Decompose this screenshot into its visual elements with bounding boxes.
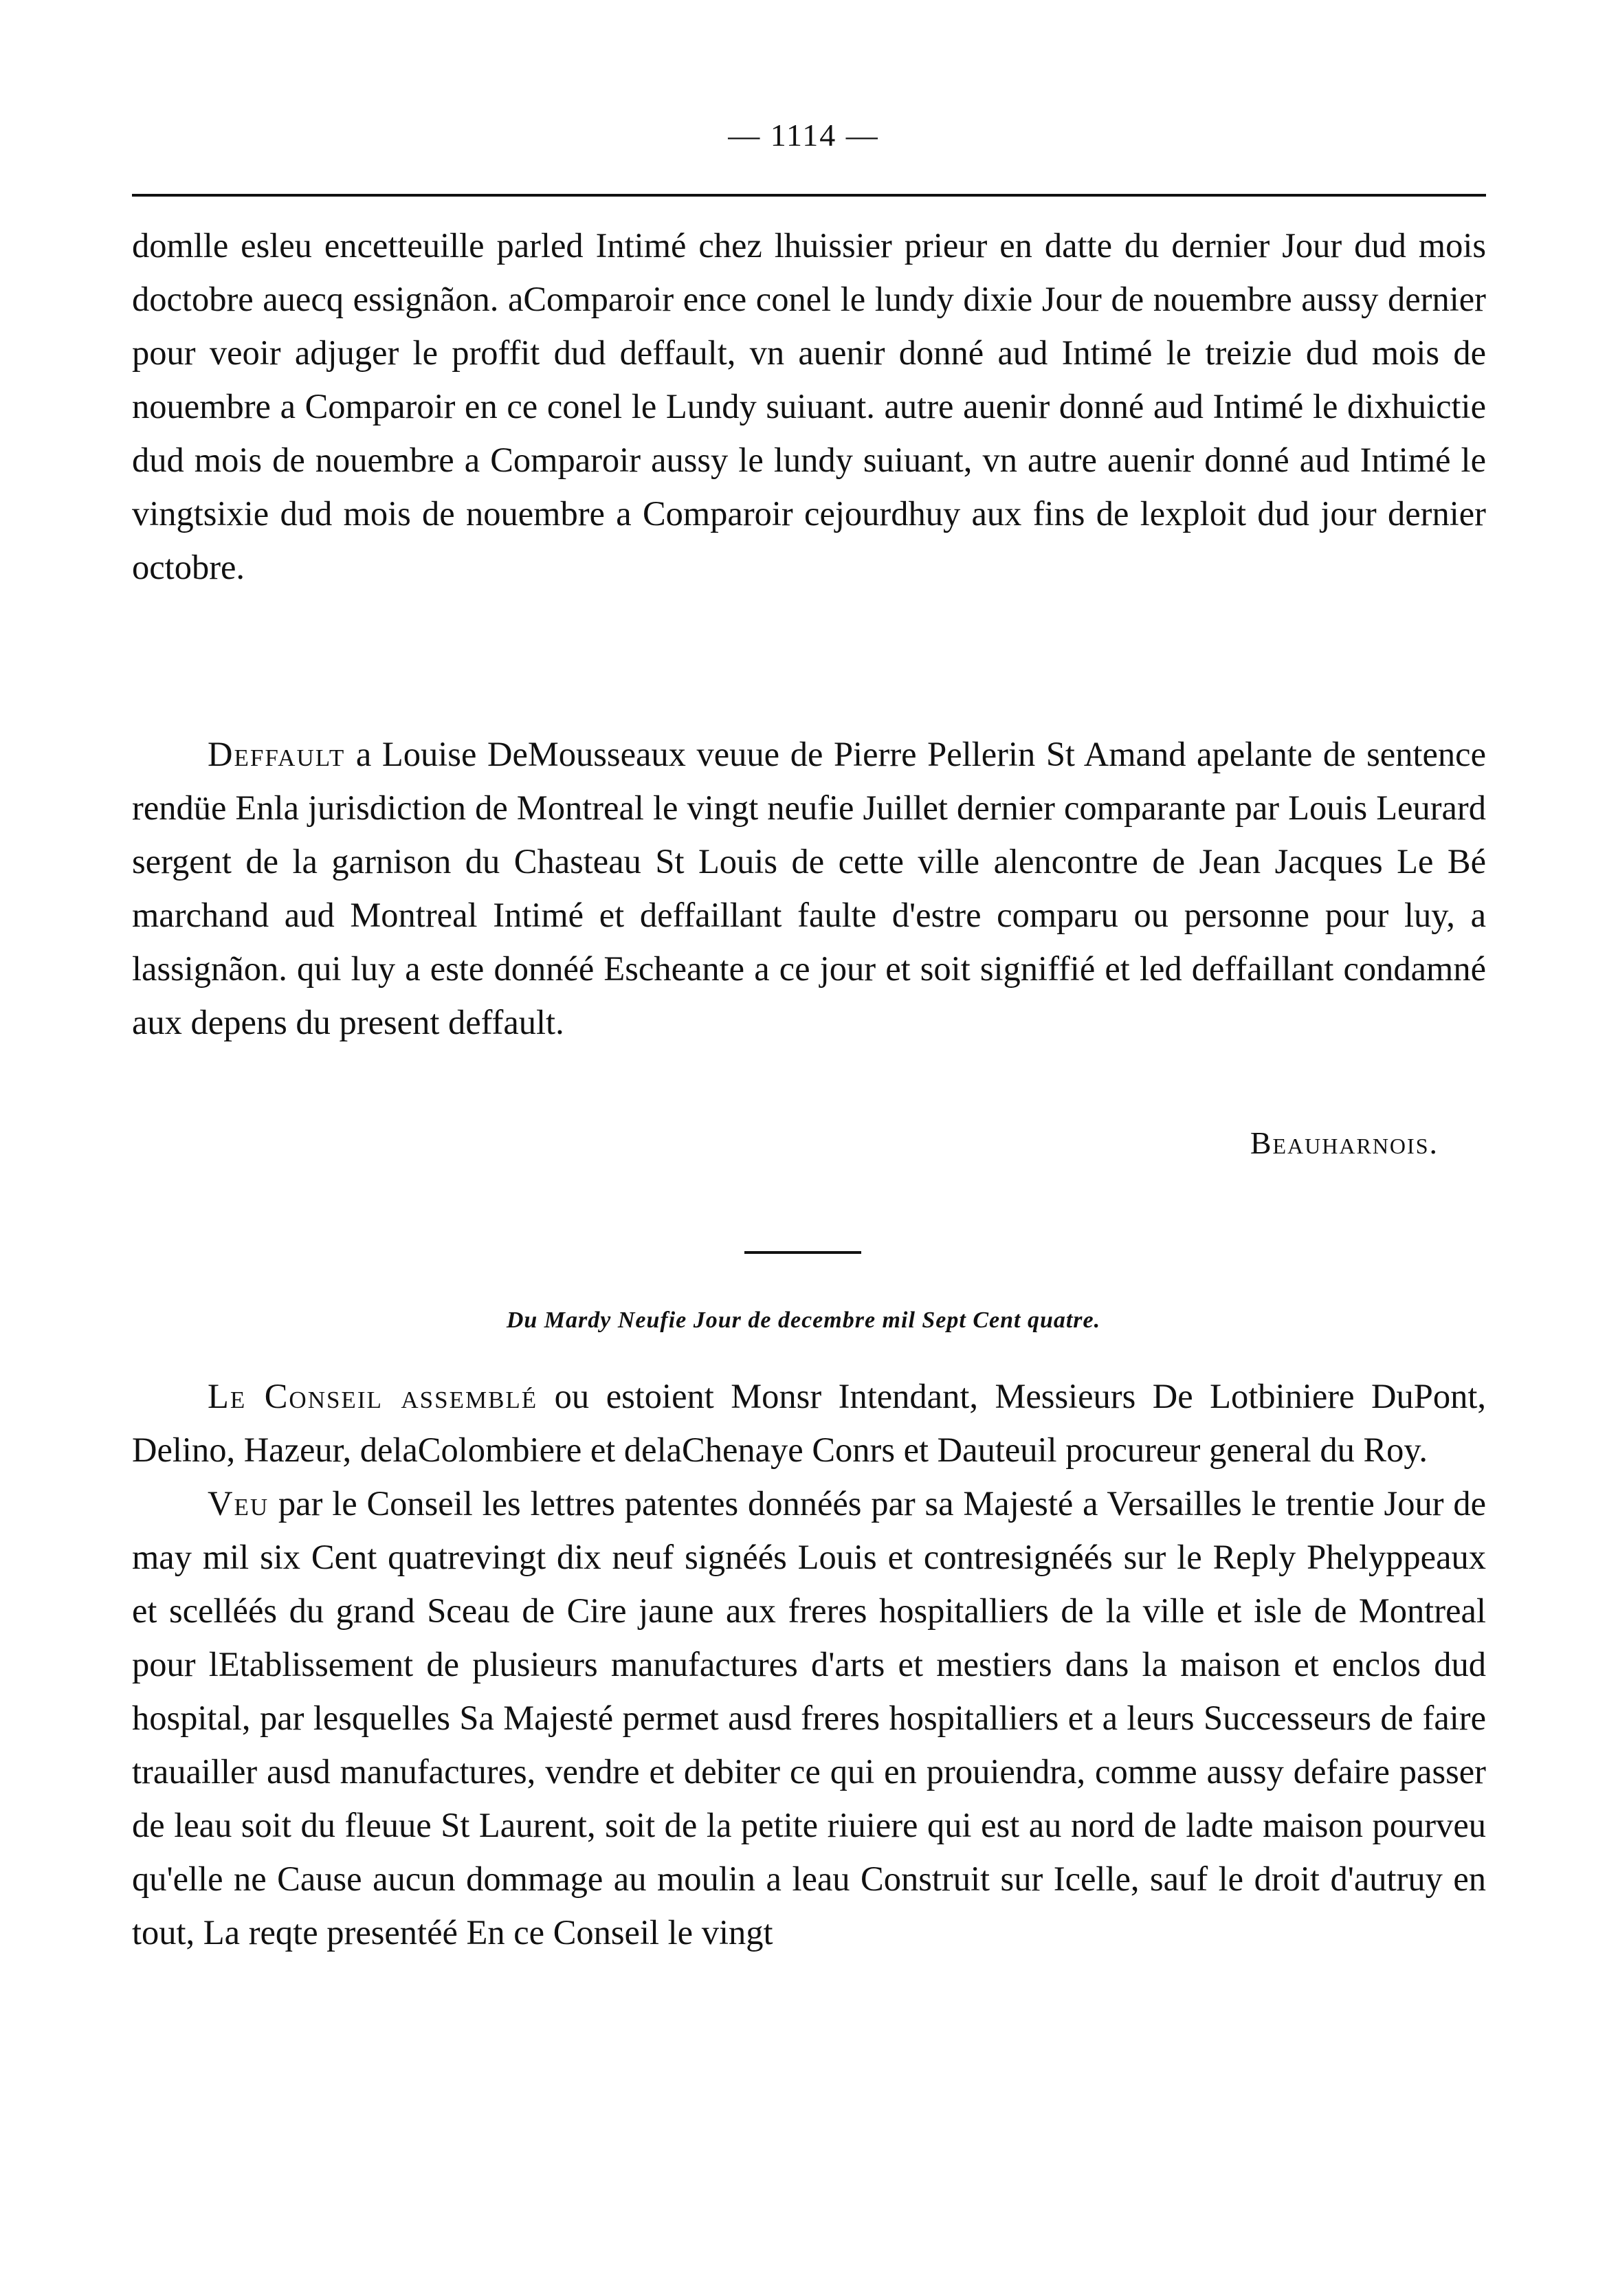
date-heading: Du Mardy Neufie Jour de decembre mil Sept Cent quatre.	[506, 1307, 1101, 1333]
paragraph-defaut	[132, 727, 1486, 1049]
paragraph-4-body: par le Conseil les lettres patentes donnéés par sa Majesté a Versailles le trentie Jour de may mil six Cent quatrevingt dix neuf signéés Louis et contresignéés sur le Reply Phelyppeaux et scelléés du grand Sceau de Cire jaune aux freres hospitalliers de la ville et isle de Montreal pour lEtablissement de plusieurs manufactures d'arts et mestiers dans la maison et enclos dud hospital, par lesquelles Sa Majesté permet ausd freres hospitalliers et a leurs Successeurs de faire trauailler ausd manufactures, vendre et debiter ce qui en prouiendra, comme aussy defaire passer de leau soit du fleuue St Laurent, soit de la petite riuiere qui est au nord de ladte maison pourveu qu'elle ne Cause aucun dommage au moulin a leau Construit sur Icelle, sauf le droit d'autruy en tout, La reqte presentéé En ce Conseil le vingt	[132, 1484, 1486, 1952]
paragraph-3-lead: Le Conseil assemblé	[208, 1377, 538, 1415]
paragraph-continuation	[132, 219, 1486, 594]
paragraph-1-text: domlle esleu encetteuille parled Intimé chez lhuissier prieur en datte du dernier Jour dud mois doctobre aueсq essignãon. aComparoir encе conel le lundy dixie Jour de nouembre aussy dernier pour veoir adjuger le proffit dud deffault, vn auenir donné aud Intimé le treizie dud mois de nouembre a Comparoir en ce conel le Lundy suiuant. autre auenir donné aud Intimé le dixhuictie dud mois de nouembre a Comparoir aussy le lundy suiuant, vn autre auenir donné aud Intimé le vingtsixie dud mois de nouembre a Comparoir cejourdhuy aux fins de lexploit dud jour dernier octobre.	[132, 226, 1486, 586]
signature: Beauharnois.	[1250, 1125, 1439, 1160]
session-section	[132, 1369, 1486, 1959]
paragraph-conseil	[132, 1369, 1486, 1477]
header-rule	[132, 194, 1486, 197]
paragraph-2-body: a Louise DeMousseaux veuue de Pierre Pellerin St Amand apelante de sentence rendüe Enla jurisdiction de Montreal le vingt neufie Juillet dernier comparante par Louis Leurard sergent de la garnison du Chasteau St Louis de cette ville alencontre de Jean Jacques Le Bé marchand aud Montreal Intimé et deffaillant faulte d'estre comparu ou personne pour luy, a lassignãon. qui luy a este donnéé Escheante a ce jour et soit signiffié et led deffaillant condamné aux depens du present deffault.	[132, 735, 1486, 1041]
paragraph-4-lead: Veu	[208, 1484, 269, 1523]
section-divider	[744, 1251, 861, 1254]
paragraph-3-body: ou estoient Monsr Intendant, Messieurs De Lotbiniere DuPont, Delino, Hazeur, delaColombiere et delaChenaye Conrs et Dauteuil procureur general du Roy.	[132, 1377, 1486, 1469]
paragraph-2-lead: Deffault	[208, 735, 346, 773]
paragraph-veu	[132, 1477, 1486, 1959]
page-number: — 1114 —	[728, 118, 879, 153]
